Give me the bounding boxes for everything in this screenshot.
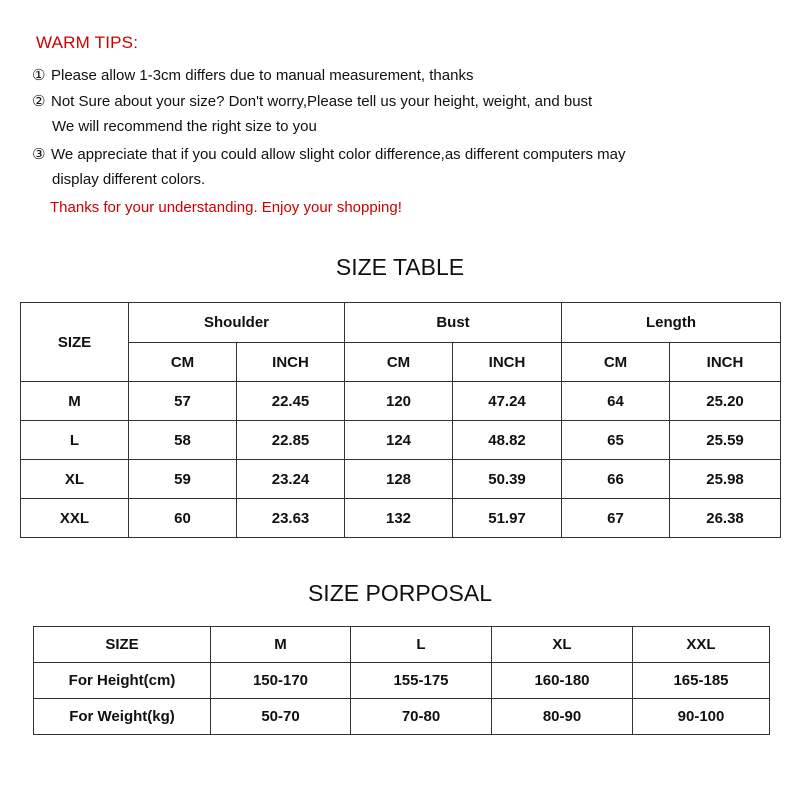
table-cell: 66 bbox=[562, 460, 670, 499]
table-cell: 22.45 bbox=[237, 382, 345, 421]
table-cell: 59 bbox=[129, 460, 237, 499]
size-proposal-table bbox=[33, 626, 770, 735]
table-cell: 47.24 bbox=[453, 382, 562, 421]
proposal-header-cell: XXL bbox=[633, 627, 770, 663]
table-cell: 124 bbox=[345, 421, 453, 460]
table-cell: 70-80 bbox=[351, 699, 492, 735]
table-cell: 57 bbox=[129, 382, 237, 421]
tip-2-line-2: We will recommend the right size to you bbox=[52, 118, 317, 135]
tip-1-marker: ① bbox=[32, 67, 46, 84]
table-row bbox=[34, 663, 770, 699]
tip-3-marker: ③ bbox=[32, 146, 46, 163]
group-bust: Bust bbox=[345, 303, 562, 343]
table-cell: 155-175 bbox=[351, 663, 492, 699]
tip-3-text: We appreciate that if you could allow slight color difference,as different computers may bbox=[51, 146, 626, 163]
table-cell: 60 bbox=[129, 499, 237, 538]
table-cell: 160-180 bbox=[492, 663, 633, 699]
proposal-header-cell: XL bbox=[492, 627, 633, 663]
proposal-header-row bbox=[34, 627, 770, 663]
table-cell: 80-90 bbox=[492, 699, 633, 735]
table-row bbox=[34, 699, 770, 735]
size-label: M bbox=[21, 382, 129, 421]
unit-header: INCH bbox=[670, 343, 781, 382]
warm-tips-title: WARM TIPS: bbox=[36, 33, 139, 52]
table-cell: 150-170 bbox=[211, 663, 351, 699]
size-table-corner: SIZE bbox=[21, 303, 129, 382]
table-cell: 64 bbox=[562, 382, 670, 421]
group-length: Length bbox=[562, 303, 781, 343]
thanks-message: Thanks for your understanding. Enjoy your shopping! bbox=[50, 199, 402, 216]
group-shoulder: Shoulder bbox=[129, 303, 345, 343]
proposal-header-cell: SIZE bbox=[34, 627, 211, 663]
tip-2-text: Not Sure about your size? Don't worry,Please tell us your height, weight, and bust bbox=[51, 93, 593, 110]
table-cell: 25.59 bbox=[670, 421, 781, 460]
table-cell: 128 bbox=[345, 460, 453, 499]
unit-header: INCH bbox=[453, 343, 562, 382]
tip-2-marker: ② bbox=[32, 93, 46, 110]
table-cell: 48.82 bbox=[453, 421, 562, 460]
size-proposal-title: SIZE PORPOSAL bbox=[307, 580, 493, 606]
unit-header: CM bbox=[345, 343, 453, 382]
proposal-row-label: For Weight(kg) bbox=[34, 699, 211, 735]
table-row bbox=[21, 499, 781, 538]
table-cell: 23.24 bbox=[237, 460, 345, 499]
proposal-header-cell: M bbox=[211, 627, 351, 663]
table-cell: 65 bbox=[562, 421, 670, 460]
table-cell: 51.97 bbox=[453, 499, 562, 538]
size-label: XL bbox=[21, 460, 129, 499]
table-cell: 25.20 bbox=[670, 382, 781, 421]
size-table-title: SIZE TABLE bbox=[335, 254, 465, 280]
size-label: L bbox=[21, 421, 129, 460]
size-table-unit-row bbox=[21, 343, 781, 382]
table-cell: 25.98 bbox=[670, 460, 781, 499]
tip-2-line-1 bbox=[32, 92, 592, 110]
table-cell: 26.38 bbox=[670, 499, 781, 538]
proposal-header-cell: L bbox=[351, 627, 492, 663]
tip-1-line-1 bbox=[32, 66, 473, 84]
unit-header: CM bbox=[129, 343, 237, 382]
table-row bbox=[21, 421, 781, 460]
table-cell: 90-100 bbox=[633, 699, 770, 735]
tip-3-line-2: display different colors. bbox=[52, 171, 206, 188]
table-cell: 165-185 bbox=[633, 663, 770, 699]
table-cell: 50.39 bbox=[453, 460, 562, 499]
proposal-row-label: For Height(cm) bbox=[34, 663, 211, 699]
table-row bbox=[21, 460, 781, 499]
unit-header: INCH bbox=[237, 343, 345, 382]
size-table-group-header-row bbox=[21, 303, 781, 343]
tip-3-line-1 bbox=[32, 145, 625, 163]
tip-1-text: Please allow 1-3cm differs due to manual measurement, thanks bbox=[51, 67, 474, 84]
table-cell: 58 bbox=[129, 421, 237, 460]
table-cell: 67 bbox=[562, 499, 670, 538]
table-row bbox=[21, 382, 781, 421]
table-cell: 120 bbox=[345, 382, 453, 421]
unit-header: CM bbox=[562, 343, 670, 382]
table-cell: 132 bbox=[345, 499, 453, 538]
table-cell: 50-70 bbox=[211, 699, 351, 735]
table-cell: 23.63 bbox=[237, 499, 345, 538]
size-label: XXL bbox=[21, 499, 129, 538]
table-cell: 22.85 bbox=[237, 421, 345, 460]
size-table bbox=[20, 302, 781, 538]
